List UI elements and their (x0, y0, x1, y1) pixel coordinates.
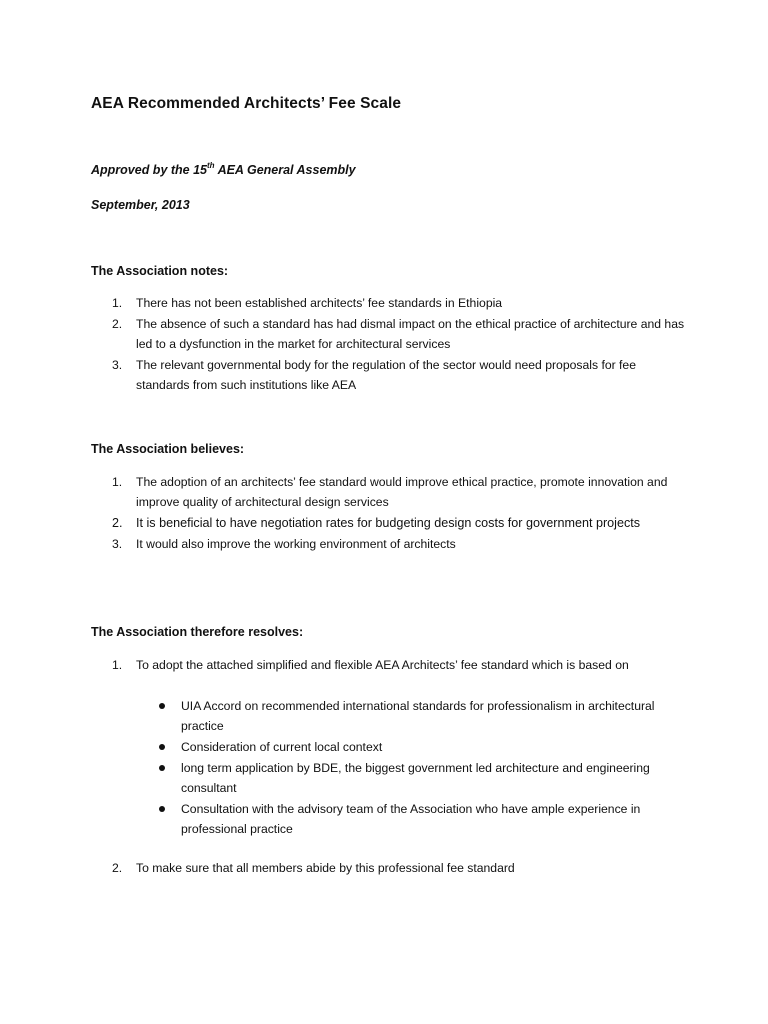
list-number: 1. (112, 475, 123, 489)
list-text: To adopt the attached simplified and flexible AEA Architects’ fee standard which is based on (136, 658, 629, 672)
list-text: It is beneficial to have negotiation rates for budgeting design costs for government projects (136, 516, 641, 530)
bullet-item (157, 737, 697, 757)
bullet-item (157, 696, 697, 736)
list-item (112, 314, 692, 354)
bullet-item (157, 758, 697, 798)
list-text: There has not been established architects’ fee standards in Ethiopia (136, 296, 503, 310)
list-text: It would also improve the working environment of architects (136, 537, 456, 551)
bullet-dot-icon (159, 806, 165, 812)
bullet-dot-icon (159, 765, 165, 771)
list-item (112, 858, 692, 878)
list-item (112, 355, 692, 395)
approval-superscript: th (207, 160, 215, 170)
approval-suffix: AEA General Assembly (214, 163, 356, 177)
bullet-text: long term application by BDE, the biggest government led architecture and engineering consultant (181, 761, 650, 795)
list-item (112, 655, 692, 675)
bullet-dot-icon (159, 744, 165, 750)
list-text: The relevant governmental body for the regulation of the sector would need proposals for fee standards from such institutions like AEA (136, 358, 636, 392)
list-number: 1. (112, 658, 123, 672)
bullet-text: Consultation with the advisory team of the Association who have ample experience in professional practice (181, 802, 641, 836)
notes-list (112, 293, 692, 396)
notes-heading: The Association notes: (91, 264, 229, 278)
believes-heading: The Association believes: (91, 442, 245, 456)
resolves-list-second (112, 858, 692, 879)
approval-line (91, 160, 356, 177)
list-item (112, 513, 692, 533)
approval-date: September, 2013 (91, 198, 190, 212)
resolves-list-first (112, 655, 692, 676)
resolves-bullet-list (157, 696, 697, 840)
bullet-text: Consideration of current local context (181, 740, 383, 754)
list-item (112, 472, 692, 512)
list-number: 2. (112, 861, 123, 875)
list-number: 3. (112, 537, 123, 551)
bullet-item (157, 799, 697, 839)
list-text: The adoption of an architects’ fee standard would improve ethical practice, promote innovation and improve quality of architectural design services (136, 475, 668, 509)
list-number: 2. (112, 317, 123, 331)
list-item (112, 293, 692, 313)
list-text: The absence of such a standard has had dismal impact on the ethical practice of architecture and has led to a dysfunction in the market for architectural services (136, 317, 685, 351)
document-title: AEA Recommended Architects’ Fee Scale (91, 95, 402, 112)
list-number: 2. (112, 516, 123, 530)
resolves-heading: The Association therefore resolves: (91, 625, 304, 639)
list-number: 1. (112, 296, 123, 310)
believes-list (112, 472, 692, 555)
list-number: 3. (112, 358, 123, 372)
bullet-text: UIA Accord on recommended international standards for professionalism in architectural practice (181, 699, 655, 733)
approval-prefix: Approved by the 15 (91, 163, 207, 177)
list-item (112, 534, 692, 554)
list-text: To make sure that all members abide by this professional fee standard (136, 861, 515, 875)
bullet-dot-icon (159, 703, 165, 709)
